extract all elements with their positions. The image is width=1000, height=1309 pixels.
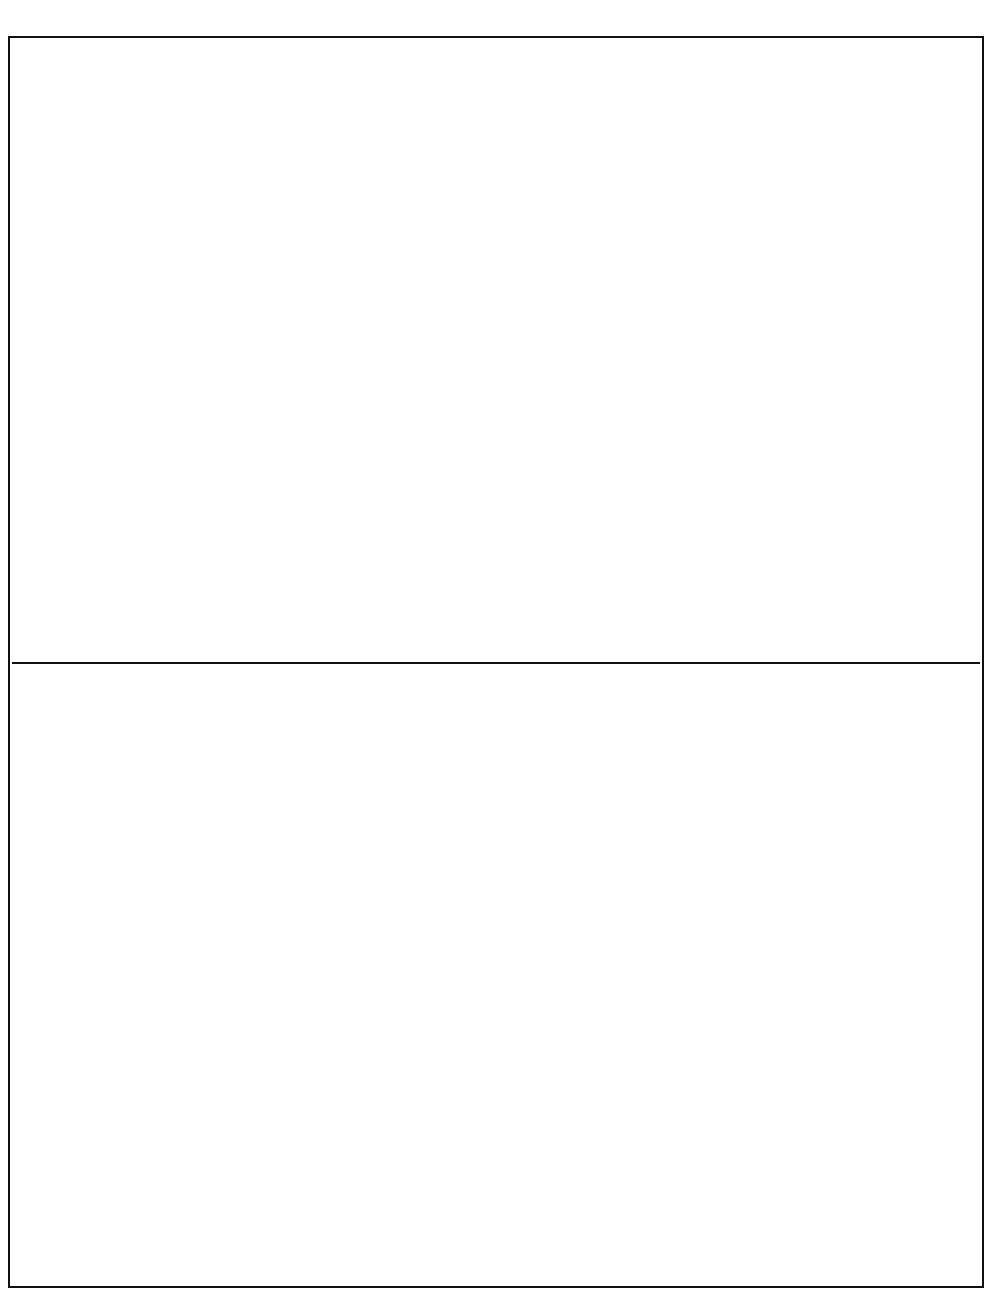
upper-page (12, 40, 980, 664)
text-columns (32, 750, 960, 1270)
running-header (12, 96, 980, 115)
lower-page (12, 664, 980, 1284)
running-header (12, 714, 980, 733)
text-columns (32, 132, 960, 652)
